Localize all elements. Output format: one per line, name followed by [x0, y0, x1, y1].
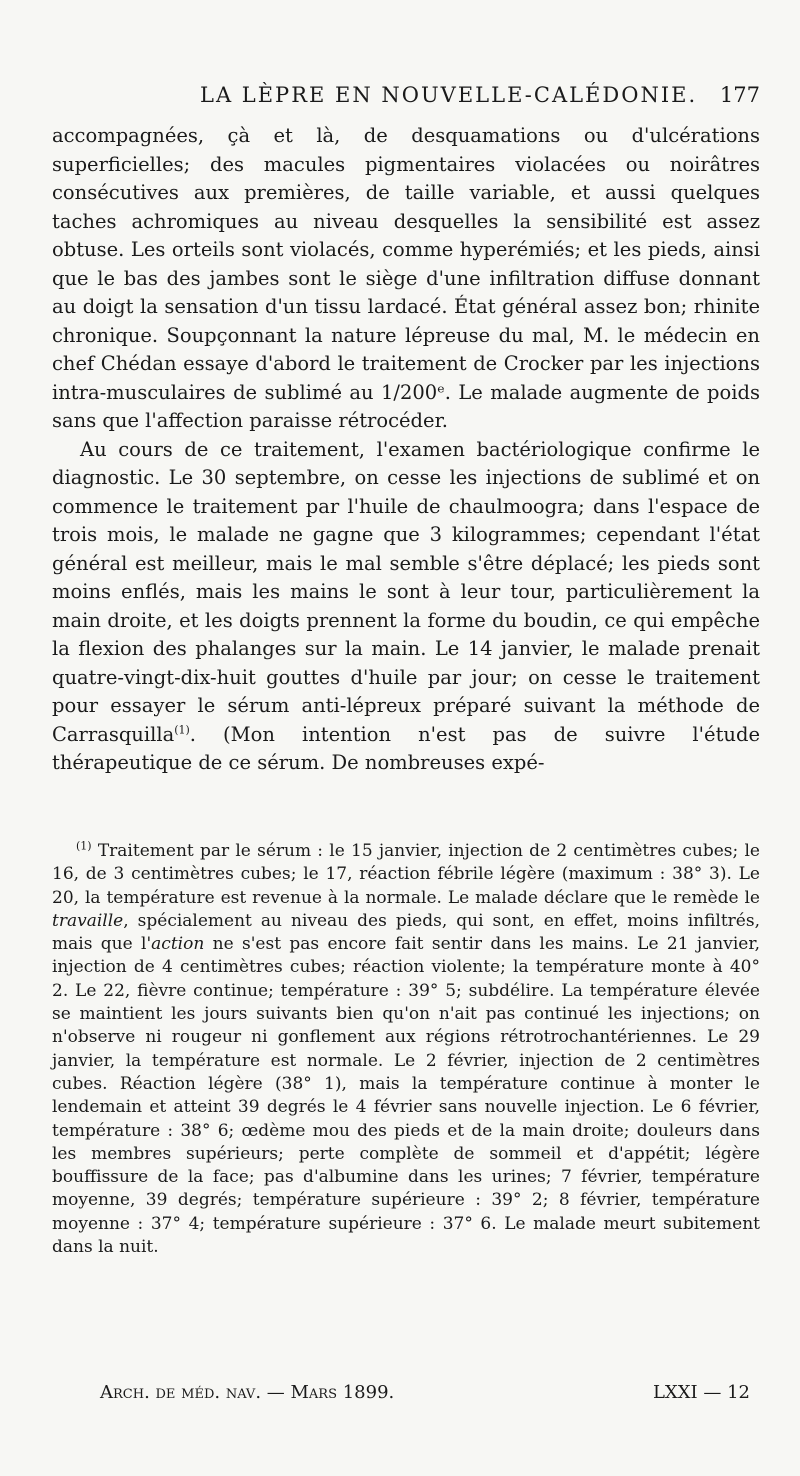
footnote-emphasis-2: action — [151, 934, 205, 955]
footnote-text-1: Traitement par le sérum : le 15 janvier, injection de 2 centimètres cubes; le 16, de 3 centimètres cubes; le 17, réaction fébrile légère (maximum : 38° 3). Le 20, la température est revenue à la normale. Le malade déclare que le remède le — [52, 841, 760, 908]
running-title: LA LÈPRE EN NOUVELLE-CALÉDONIE. — [200, 83, 698, 107]
paragraph-1: accompagnées, çà et là, de desquamations ou d'ulcérations superficielles; des macules pigmentaires violacées ou noirâtres consécutives aux premières, de taille variable, et aussi quelques taches achromiques au niveau desquelles la sensibilité est assez obtuse. Les orteils sont violacés, comme hyperémiés; et les pieds, ainsi que le bas des jambes sont le siège d'une infiltration diffuse donnant au doigt la sensation d'un tissu lardacé. État général assez bon; rhinite chronique. Soupçonnant la nature lépreuse du mal, M. le médecin en chef Chédan essaye d'abord le traitement de Crocker par les injections intra-musculaires de sublimé au 1/200ᵉ. Le malade augmente de poids sans que l'affection paraisse rétrocéder. — [52, 124, 760, 432]
running-header — [195, 78, 760, 112]
footnotes — [52, 840, 760, 1259]
footnote-text-2: , spécialement au niveau des pieds, qui sont, en effet, moins infiltrés, mais que l' — [52, 910, 760, 955]
main-text — [52, 122, 760, 778]
footnote-marker: (1) — [76, 839, 92, 853]
paragraph-2-text: Au cours de ce traitement, l'examen bactériologique confirme le diagnostic. Le 30 septembre, on cesse les injections de sublimé et on commence le traitement par l'huile de chaulmoogra; dans l'espace de trois mois, le malade ne gagne que 3 kilogrammes; cependant l'état général est meilleur, mais le mal semble s'être déplacé; les pieds sont moins enflés, mais les mains le sont à leur tour, particulièrement la main droite, et les doigts prennent la forme du boudin, ce qui empêche la flexion des phalanges sur la main. Le 14 janvier, le malade prenait quatre-vingt-dix-huit gouttes d'huile par jour; on cesse le traitement pour essayer le sérum anti-lépreux préparé suivant la méthode de Carrasquilla — [52, 437, 760, 746]
paragraph-2 — [52, 436, 760, 778]
footnote-reference: (1) — [174, 723, 190, 736]
footnote-emphasis-1: travaille — [52, 910, 124, 931]
paragraph-2-continuation: . (Mon intention n'est pas de suivre l'étude thérapeutique de ce sérum. De nombreuses expé- — [52, 722, 760, 774]
page-footer — [100, 1378, 750, 1408]
page-number: 177 — [719, 83, 760, 107]
journal-citation: Arch. de méd. nav. — Mars 1899. — [100, 1382, 395, 1403]
signature-mark: LXXI — 12 — [652, 1382, 750, 1403]
footnote-1 — [52, 840, 760, 1259]
footnote-text-3: ne s'est pas encore fait sentir dans les mains. Le 21 janvier, injection de 4 centimètres cubes; réaction violente; la température monte à 40° 2. Le 22, fièvre continue; température : 39° 5; subdélire. La température élevée se maintient les jours suivants bien qu'on n'ait pas continué les injections; on n'observe ni rougeur ni gonflement aux régions rétrotrochantériennes. Le 29 janvier, la température est normale. Le 2 février, injection de 2 centimètres cubes. Réaction légère (38° 1), mais la température continue à monter le lendemain et atteint 39 degrés le 4 février sans nouvelle injection. Le 6 février, température : 38° 6; œdème mou des pieds et de la main droite; douleurs dans les membres supérieurs; perte complète de sommeil et d'appétit; légère bouffissure de la face; pas d'albumine dans les urines; 7 février, température moyenne, 39 degrés; température supérieure : 39° 2; 8 février, température moyenne : 37° 4; température supérieure : 37° 6. Le malade meurt subitement dans la nuit. — [52, 934, 760, 1258]
